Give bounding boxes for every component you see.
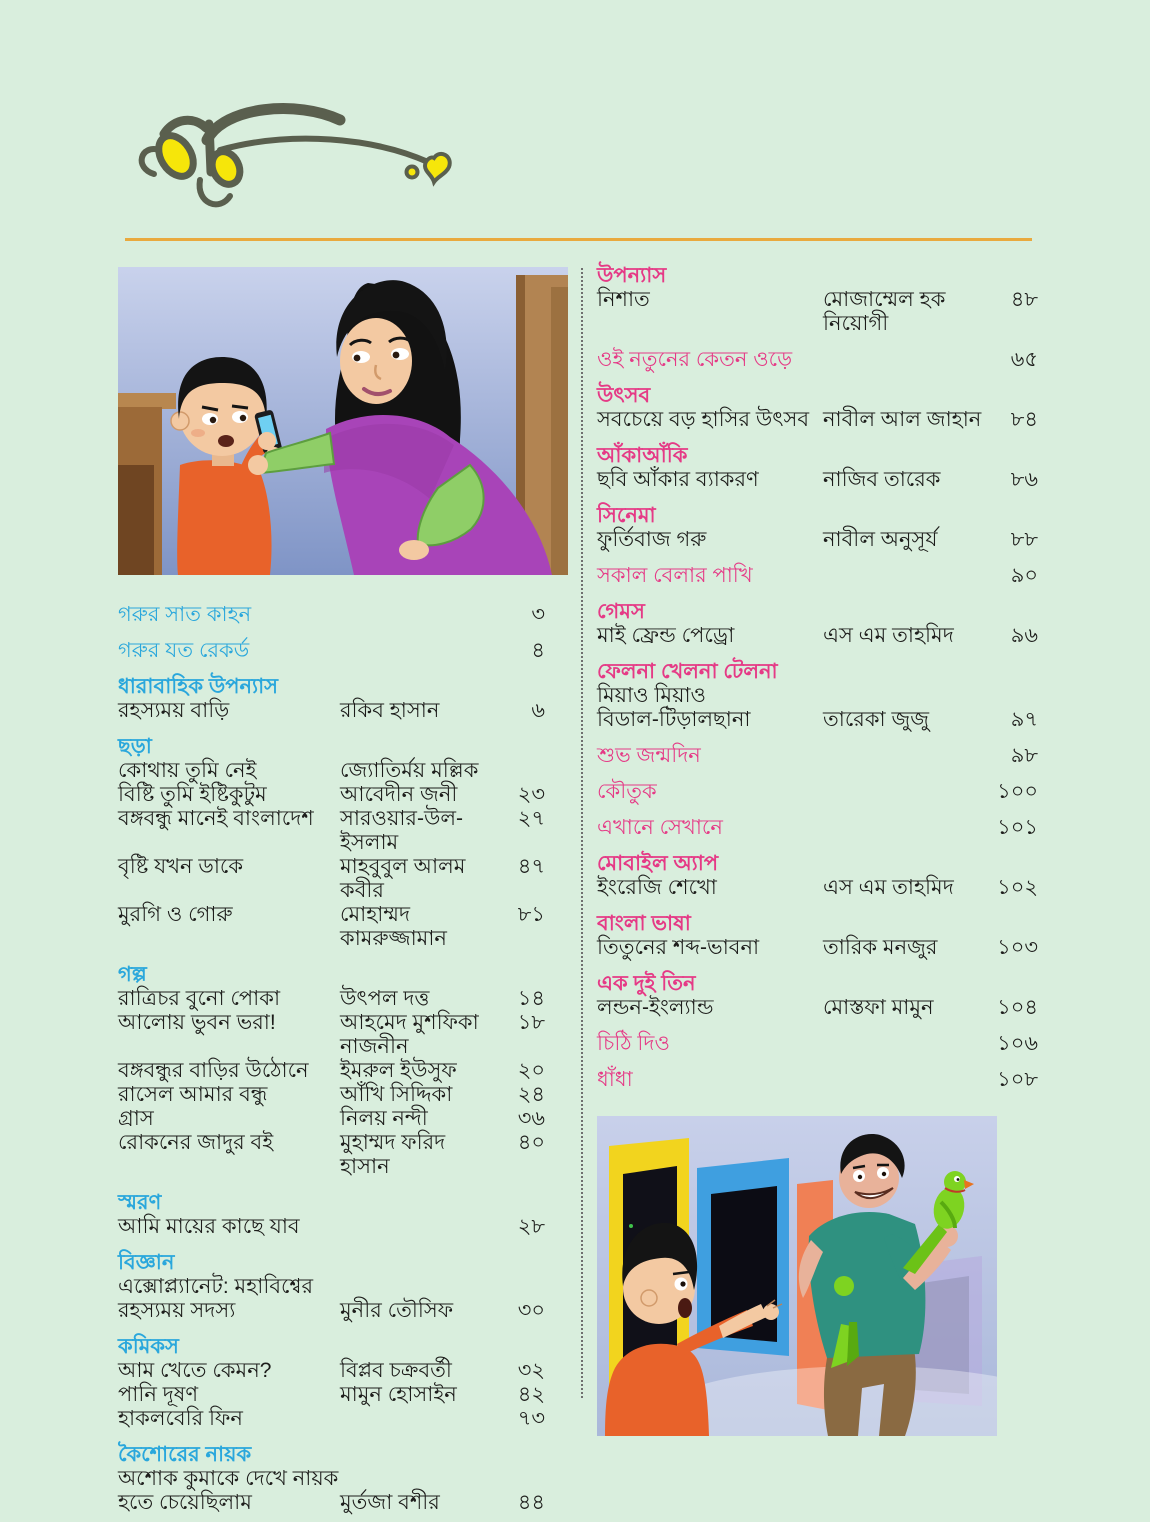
toc-row: [597, 816, 1038, 840]
toc-row: [597, 708, 1038, 732]
toc-entry-title: শুভ জন্মদিন: [597, 744, 701, 767]
toc-entry-page: ৯০: [1010, 564, 1038, 587]
boy-parrot-illustration: [597, 1116, 997, 1436]
toc-section-heading: ধারাবাহিক উপন্যাস: [118, 675, 279, 698]
toc-entry-page: ৪: [531, 639, 545, 662]
toc-section: [118, 603, 545, 627]
toc-section: [597, 852, 1038, 900]
toc-entry-page: ৪২: [517, 1383, 545, 1406]
toc-entry-author: মোহাম্মদ কামরুজ্জামান: [340, 903, 447, 950]
toc-entry-title: ওই নতুনের কেতন ওড়ে: [597, 348, 793, 371]
toc-row: [118, 1083, 545, 1107]
toc-section: [118, 1335, 545, 1431]
toc-entry-author: উৎপল দত্ত: [340, 987, 430, 1010]
toc-row: [597, 780, 1038, 804]
toc-section: [118, 735, 545, 951]
toc-entry-title: বঙ্গবন্ধু মানেই বাংলাদেশ: [118, 807, 314, 830]
toc-entry-author: নিলয় নন্দী: [340, 1107, 428, 1130]
toc-entry-title: মুরগি ও গোরু: [118, 903, 233, 926]
toc-row: [118, 699, 545, 723]
toc-row: [597, 936, 1038, 960]
toc-row: [597, 744, 1038, 768]
toc-entry-author: মুর্তজা বশীর: [340, 1491, 440, 1514]
toc-section: [597, 744, 1038, 768]
toc-section: [597, 504, 1038, 552]
toc-section-heading: গেমস: [597, 600, 645, 623]
toc-entry-page: ১০১: [997, 816, 1038, 839]
toc-entry-page: ৯৮: [1010, 744, 1038, 767]
toc-entry-author: মুহাম্মদ ফরিদ হাসান: [340, 1131, 446, 1178]
toc-entry-author: রকিব হাসান: [340, 699, 440, 722]
toc-left: [118, 603, 545, 1515]
toc-entry-title: বিষ্টি তুমি ইষ্টিকুটুম: [118, 783, 267, 806]
toc-entry-author: নাবীল আল জাহান: [823, 408, 982, 431]
toc-entry-page: ১০৮: [997, 1068, 1038, 1091]
toc-row: [597, 1032, 1038, 1056]
toc-section: [597, 1068, 1038, 1092]
toc-section: [597, 564, 1038, 588]
toc-section-heading: উপন্যাস: [597, 264, 667, 287]
toc-row: [597, 996, 1038, 1020]
toc-entry-page: ৩২: [517, 1359, 545, 1382]
toc-row: [118, 1011, 545, 1059]
toc-row: [597, 288, 1038, 336]
toc-entry-title: বঙ্গবন্ধুর বাড়ির উঠোনে: [118, 1059, 309, 1082]
toc-entry-title: হতে চেয়েছিলাম: [118, 1491, 252, 1514]
toc-entry-page: ৪০: [517, 1131, 545, 1154]
toc-section: [597, 444, 1038, 492]
toc-row: [118, 1407, 545, 1431]
toc-row: [597, 1068, 1038, 1092]
toc-entry-page: ৪৭: [517, 855, 545, 878]
toc-entry-title-line1: মিয়াও মিয়াও: [597, 684, 707, 707]
toc-section: [118, 675, 545, 723]
toc-row: [597, 348, 1038, 372]
toc-entry-title-line1: এক্সোপ্ল্যানেট: মহাবিশ্বের: [118, 1275, 313, 1298]
toc-entry-page: ২৪: [517, 1083, 545, 1106]
toc-section-heading: কমিকস: [118, 1335, 179, 1358]
toc-entry-page: ৯৬: [1010, 624, 1038, 647]
toc-entry-title: ফুর্তিবাজ গরু: [597, 528, 707, 551]
suchi-calligraphy-icon: [112, 92, 472, 234]
toc-entry-author: নাজিব তারেক: [823, 468, 941, 491]
toc-row: [118, 1491, 545, 1515]
toc-section: [597, 780, 1038, 804]
toc-entry-author: মোস্তফা মামুন: [823, 996, 934, 1019]
toc-section-heading: ছড়া: [118, 735, 152, 758]
toc-entry-page: ১০৩: [997, 936, 1038, 959]
toc-entry-title: রহস্যময় সদস্য: [118, 1299, 236, 1322]
toc-entry-title: এখানে সেখানে: [597, 816, 723, 839]
toc-section: [118, 963, 545, 1179]
toc-row: [118, 1131, 545, 1179]
toc-entry-title: ধাঁধা: [597, 1068, 633, 1091]
toc-section: [597, 1032, 1038, 1056]
toc-entry-title: আলোয় ভুবন ভরা!: [118, 1011, 276, 1034]
toc-entry-author: বিপ্লব চক্রবর্তী: [340, 1359, 452, 1382]
toc-section-heading: স্মরণ: [118, 1191, 162, 1214]
toc-entry-title: বৃষ্টি যখন ডাকে: [118, 855, 244, 878]
toc-section: [118, 1191, 545, 1239]
toc-entry-page: ৩: [531, 603, 545, 626]
toc-entry-page: ১৪: [517, 987, 545, 1010]
toc-entry-author: তারিক মনজুর: [823, 936, 938, 959]
toc-row: [118, 1359, 545, 1383]
toc-entry-title: লন্ডন-ইংল্যান্ড: [597, 996, 714, 1019]
toc-entry-page: ৬: [531, 699, 545, 722]
toc-entry-page: ১৮: [517, 1011, 545, 1034]
toc-entry-title: রাত্রিচর বুনো পোকা: [118, 987, 281, 1010]
toc-entry-title-line1: অশোক কুমাকে দেখে নায়ক: [118, 1467, 339, 1490]
toc-entry-page: ৭৩: [517, 1407, 545, 1430]
toc-entry-title: কোথায় তুমি নেই: [118, 759, 257, 782]
toc-entry-title: মাই ফ্রেন্ড পেড্রো: [597, 624, 735, 647]
toc-section: [118, 1443, 545, 1515]
toc-row: [597, 528, 1038, 552]
toc-row: [118, 1107, 545, 1131]
toc-row: [118, 1299, 545, 1323]
toc-entry-page: ৩৬: [517, 1107, 545, 1130]
toc-section: [597, 264, 1038, 336]
toc-entry-author: তারেকা জুজু: [823, 708, 930, 731]
toc-entry-author: আহমেদ মুশফিকা নাজনীন: [340, 1011, 479, 1058]
toc-row: [597, 468, 1038, 492]
toc-row: [118, 807, 545, 855]
toc-right: [597, 264, 1038, 1092]
header-rule: [125, 238, 1032, 241]
toc-section: [597, 972, 1038, 1020]
toc-section: [118, 1251, 545, 1323]
toc-entry-page: ২৮: [517, 1215, 545, 1238]
toc-entry-page: ৮৮: [1010, 528, 1038, 551]
toc-entry-author: আঁখি সিদ্দিকা: [340, 1083, 453, 1106]
column-divider: [581, 268, 583, 1398]
toc-row: [118, 903, 545, 951]
toc-entry-page: ৪৮: [1010, 288, 1038, 311]
toc-section: [597, 912, 1038, 960]
toc-entry-page: ২০: [517, 1059, 545, 1082]
toc-entry-author: এস এম তাহমিদ: [823, 876, 954, 899]
right-column: [597, 264, 1038, 1436]
toc-entry-title: চিঠি দিও: [597, 1032, 670, 1055]
toc-row: [118, 987, 545, 1011]
toc-row: [118, 783, 545, 807]
toc-row: [118, 855, 545, 903]
toc-entry-title: পানি দূষণ: [118, 1383, 199, 1406]
toc-section: [597, 660, 1038, 732]
toc-entry-page: ১০২: [997, 876, 1038, 899]
toc-entry-title: কৌতুক: [597, 780, 657, 803]
toc-entry-page: ১০৪: [997, 996, 1038, 1019]
toc-section: [597, 348, 1038, 372]
toc-row: [597, 876, 1038, 900]
toc-entry-page: ৩০: [517, 1299, 545, 1322]
left-column: [118, 267, 568, 1522]
toc-entry-title: ইংরেজি শেখো: [597, 876, 717, 899]
toc-row: [118, 1059, 545, 1083]
toc-section-heading: গল্প: [118, 963, 147, 986]
toc-section-heading: সিনেমা: [597, 504, 656, 527]
toc-entry-title: রাসেল আমার বন্ধু: [118, 1083, 268, 1106]
mother-child-illustration: [118, 267, 568, 575]
toc-section-heading: বিজ্ঞান: [118, 1251, 175, 1274]
toc-entry-author: মামুন হোসাইন: [340, 1383, 457, 1406]
toc-entry-title: রোকনের জাদুর বই: [118, 1131, 274, 1154]
toc-section-heading: মোবাইল অ্যাপ: [597, 852, 719, 875]
toc-row: [597, 624, 1038, 648]
toc-entry-title: বিডাল-টিড়ালছানা: [597, 708, 751, 731]
toc-entry-author: এস এম তাহমিদ: [823, 624, 954, 647]
toc-row: [118, 603, 545, 627]
toc-entry-author: ইমরুল ইউসুফ: [340, 1059, 457, 1082]
toc-section: [597, 600, 1038, 648]
toc-entry-title: গ্রাস: [118, 1107, 154, 1130]
toc-entry-title: সবচেয়ে বড় হাসির উৎসব: [597, 408, 810, 431]
toc-entry-author: নাবীল অনুসূর্য: [823, 528, 938, 551]
toc-row: [118, 639, 545, 663]
toc-entry-title: ছবি আঁকার ব্যাকরণ: [597, 468, 759, 491]
toc-entry-page: ২৭: [517, 807, 545, 830]
toc-entry-page: ৬৫: [1010, 348, 1038, 371]
contents-logo: [112, 92, 472, 234]
toc-entry-page: ১০৬: [997, 1032, 1038, 1055]
toc-section: [118, 639, 545, 663]
toc-section-heading: বাংলা ভাষা: [597, 912, 691, 935]
toc-row: [118, 1215, 545, 1239]
toc-section-heading: এক দুই তিন: [597, 972, 696, 995]
toc-section-heading: কৈশোরের নায়ক: [118, 1443, 252, 1466]
toc-row: [597, 408, 1038, 432]
toc-entry-author: মাহবুবুল আলম কবীর: [340, 855, 466, 902]
toc-entry-page: ৮৪: [1010, 408, 1038, 431]
toc-entry-page: ৯৭: [1010, 708, 1038, 731]
toc-entry-author: সারওয়ার-উল-ইসলাম: [340, 807, 463, 854]
toc-entry-author: জ্যোতির্ময় মল্লিক: [340, 759, 479, 782]
toc-entry-title: তিতুনের শব্দ-ভাবনা: [597, 936, 760, 959]
toc-entry-author: আবেদীন জনী: [340, 783, 458, 806]
toc-entry-title: গরুর সাত কাহন: [118, 603, 252, 626]
toc-entry-author: মুনীর তৌসিফ: [340, 1299, 454, 1322]
toc-section: [597, 816, 1038, 840]
toc-entry-title: গরুর যত রেকর্ড: [118, 639, 250, 662]
toc-entry-page: ৮১: [517, 903, 545, 926]
toc-entry-title: হাকলবেরি ফিন: [118, 1407, 243, 1430]
toc-entry-page: ৪৪: [517, 1491, 545, 1514]
toc-entry-title: নিশাত: [597, 288, 650, 311]
toc-entry-page: ২৩: [517, 783, 545, 806]
toc-row: [597, 564, 1038, 588]
toc-entry-page: ৮৬: [1010, 468, 1038, 491]
toc-entry-title: রহস্যময় বাড়ি: [118, 699, 230, 722]
toc-section-heading: উৎসব: [597, 384, 651, 407]
toc-entry-title: আমি মায়ের কাছে যাব: [118, 1215, 300, 1238]
toc-row: [118, 1383, 545, 1407]
toc-section-heading: ফেলনা খেলনা টেলনা: [597, 660, 778, 683]
toc-section-heading: আঁকাআঁকি: [597, 444, 688, 467]
toc-entry-title: সকাল বেলার পাখি: [597, 564, 753, 587]
toc-row: [118, 759, 545, 783]
toc-section: [597, 384, 1038, 432]
toc-entry-author: মোজাম্মেল হক নিয়োগী: [823, 288, 946, 335]
toc-entry-title: আম খেতে কেমন?: [118, 1359, 272, 1382]
toc-entry-page: ১০০: [997, 780, 1038, 803]
